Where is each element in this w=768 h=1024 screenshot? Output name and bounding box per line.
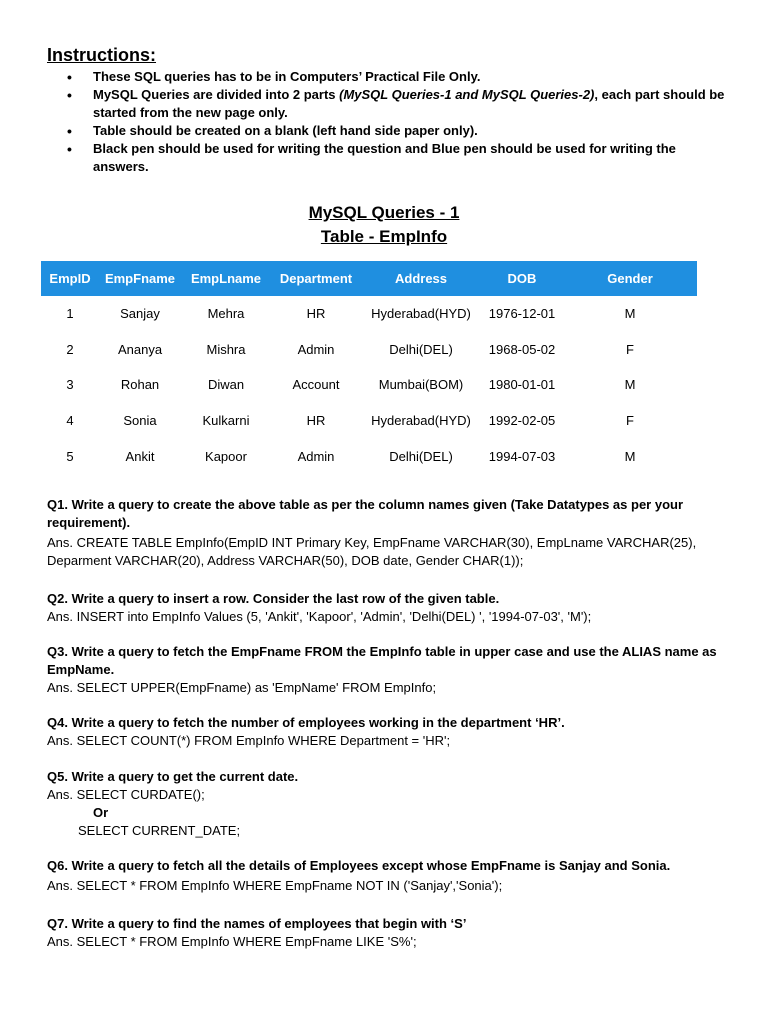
- question-text: Q4. Write a query to fetch the number of employees working in the department ‘HR’.: [47, 715, 565, 730]
- table-cell: HR: [306, 306, 326, 322]
- table-cell: Kulkarni: [202, 413, 250, 429]
- question-block-q1: [47, 496, 737, 570]
- table-title: Table - EmpInfo: [320, 227, 448, 246]
- question-text: Q1. Write a query to create the above table as per the column names given (Take Datatypes as per your requirement).: [47, 497, 684, 530]
- answer-text: Ans. SELECT * FROM EmpInfo WHERE EmpFname LIKE 'S%';: [47, 934, 417, 949]
- table-cell: Ananya: [117, 341, 163, 357]
- table-cell: 1992-02-05: [488, 413, 556, 429]
- question-block-q6: [47, 857, 737, 895]
- instruction-item: • These SQL queries has to be in Computers’ Practical File Only.: [47, 68, 727, 86]
- table-cell: Admin: [297, 341, 335, 357]
- or-label: Or: [93, 805, 109, 820]
- table-cell: Hyderabad(HYD): [371, 413, 471, 429]
- empinfo-table: [41, 261, 697, 474]
- instruction-item: • Table should be created on a blank (left hand side paper only).: [47, 122, 727, 140]
- table-cell: Mishra: [206, 341, 246, 357]
- question-text: Q7. Write a query to find the names of employees that begin with ‘S’: [47, 916, 467, 931]
- column-header: Department: [271, 261, 361, 296]
- instructions-heading: Instructions:: [47, 45, 157, 65]
- question-block-q4: [47, 714, 737, 750]
- question-block-q7: [47, 915, 737, 951]
- column-header: Gender: [563, 261, 697, 296]
- section-title: MySQL Queries - 1: [308, 203, 460, 222]
- column-header: DOB: [481, 261, 563, 296]
- table-cell: Kapoor: [205, 448, 247, 464]
- question-text: Q3. Write a query to fetch the EmpFname FROM the EmpInfo table in upper case and use the ALIAS name as EmpName.: [47, 644, 717, 677]
- table-cell: 1: [66, 306, 74, 322]
- table-cell: 1976-12-01: [488, 306, 556, 322]
- question-text: Q5. Write a query to get the current date.: [47, 769, 299, 784]
- table-row: [41, 438, 697, 474]
- alternate-answer-text: SELECT CURRENT_DATE;: [78, 823, 241, 838]
- table-cell: Sanjay: [120, 306, 160, 322]
- answer-text: Ans. SELECT UPPER(EmpFname) as 'EmpName' FROM EmpInfo;: [47, 680, 437, 695]
- question-text: Q6. Write a query to fetch all the details of Employees except whose EmpFname is Sanjay and Sonia.: [47, 858, 671, 873]
- question-text: Q2. Write a query to insert a row. Consider the last row of the given table.: [47, 591, 500, 606]
- table-cell: Delhi(DEL): [389, 448, 453, 464]
- table-header-row: [41, 261, 697, 296]
- table-row: [41, 296, 697, 332]
- answer-text: Ans. INSERT into EmpInfo Values (5, 'Ankit', 'Kapoor', 'Admin', 'Delhi(DEL) ', '1994-07-03', 'M');: [47, 609, 592, 624]
- table-cell: Admin: [297, 448, 335, 464]
- table-cell: Ankit: [125, 448, 155, 464]
- table-cell: HR: [306, 413, 326, 429]
- instruction-item: • Black pen should be used for writing the question and Blue pen should be used for writing the answers.: [47, 140, 727, 176]
- table-cell: 3: [66, 377, 74, 393]
- table-cell: 2: [66, 341, 74, 357]
- answer-text: Ans. CREATE TABLE EmpInfo(EmpID INT Primary Key, EmpFname VARCHAR(30), EmpLname VARCHAR(25), Deparment VARCHAR(20), Address VARCHAR(50), DOB date, Gender CHAR(1));: [47, 535, 697, 568]
- table-cell: Mehra: [207, 306, 245, 322]
- table-row: [41, 403, 697, 439]
- table-cell: 1994-07-03: [488, 448, 556, 464]
- column-header: EmpFname: [99, 261, 181, 296]
- table-cell: Account: [292, 377, 340, 393]
- table-cell: Rohan: [120, 377, 160, 393]
- table-row: [41, 367, 697, 403]
- answer-text: Ans. SELECT CURDATE();: [47, 787, 205, 802]
- question-block-q3: [47, 643, 737, 697]
- column-header: EmpLname: [181, 261, 271, 296]
- table-cell: 4: [66, 413, 74, 429]
- table-cell: Mumbai(BOM): [378, 377, 464, 393]
- instructions-list: [47, 68, 727, 176]
- answer-text: Ans. SELECT COUNT(*) FROM EmpInfo WHERE Department = 'HR';: [47, 733, 451, 748]
- table-cell: 5: [66, 448, 74, 464]
- table-cell: 1980-01-01: [488, 377, 556, 393]
- instruction-item: • MySQL Queries are divided into 2 parts (MySQL Queries-1 and MySQL Queries-2), each part should be started from the new page only.: [47, 86, 727, 122]
- table-cell: Diwan: [207, 377, 245, 393]
- table-cell: 1968-05-02: [488, 341, 556, 357]
- table-cell: M: [624, 306, 636, 322]
- column-header: EmpID: [41, 261, 99, 296]
- table-cell: M: [624, 377, 636, 393]
- column-header: Address: [361, 261, 481, 296]
- table-row: [41, 332, 697, 368]
- table-cell: F: [626, 413, 634, 429]
- table-cell: Sonia: [123, 413, 157, 429]
- answer-text: Ans. SELECT * FROM EmpInfo WHERE EmpFname NOT IN ('Sanjay','Sonia');: [47, 878, 503, 893]
- table-cell: M: [624, 448, 636, 464]
- table-cell: Delhi(DEL): [389, 341, 453, 357]
- table-cell: Hyderabad(HYD): [371, 306, 471, 322]
- question-block-q2: [47, 590, 737, 626]
- question-block-q5: [47, 768, 737, 840]
- table-cell: F: [626, 341, 634, 357]
